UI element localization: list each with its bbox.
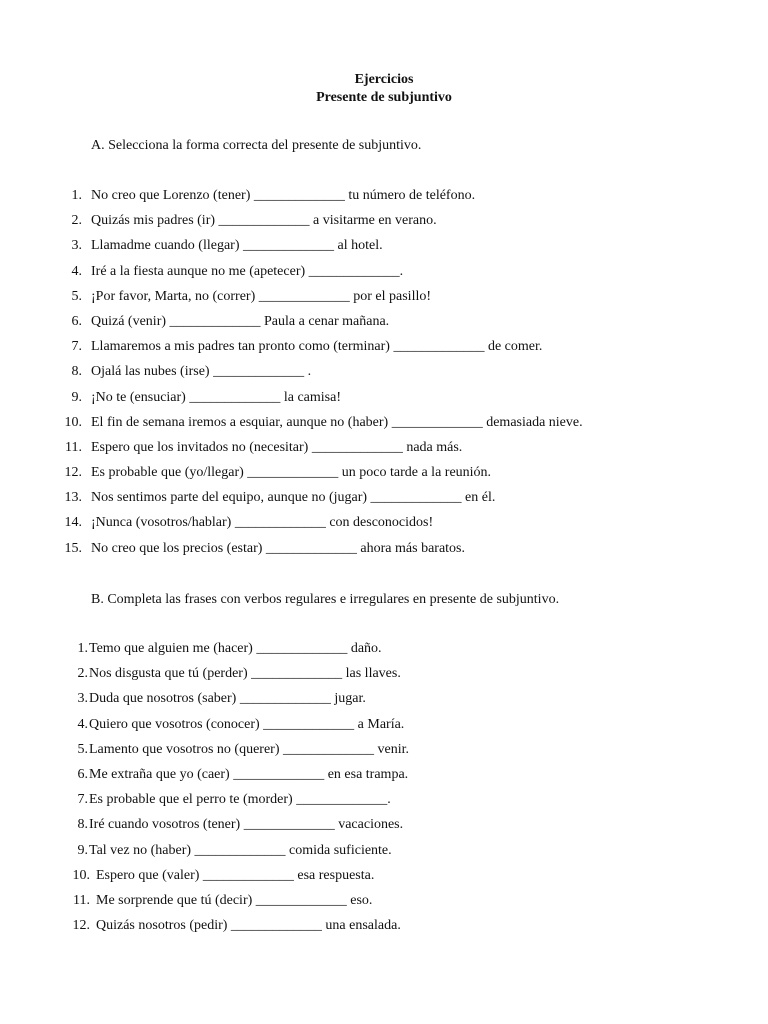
item-number: 4. [77,716,88,732]
item-number: 12. [64,465,82,481]
item-number: 9. [71,389,82,405]
item-text: Me sorprende que tú (decir) _____________ eso. [96,892,373,908]
item-text: El fin de semana iremos a esquiar, aunque no (haber) _____________ demasiada nieve. [91,414,583,430]
item-text: Iré a la fiesta aunque no me (apetecer) _____________. [91,263,404,279]
section-a-instruction: A. Selecciona la forma correcta del presente de subjuntivo. [91,138,422,153]
item-text: Me extraña que yo (caer) _____________ en esa trampa. [89,766,409,782]
item-number: 9. [77,842,88,858]
item-text: Quizá (venir) _____________ Paula a cenar mañana. [91,313,390,329]
item-text: Llamaremos a mis padres tan pronto como (terminar) _____________ de comer. [91,339,543,355]
item-text: Quiero que vosotros (conocer) _____________ a María. [89,716,405,732]
item-number: 4. [71,263,82,279]
item-number: 2. [77,666,88,682]
item-number: 5. [71,288,82,304]
item-number: 7. [77,792,88,808]
item-number: 5. [77,741,88,757]
title-block [0,71,768,107]
item-text: Iré cuando vosotros (tener) _____________ vacaciones. [89,817,404,833]
item-number: 1. [77,641,88,656]
item-text: No creo que los precios (estar) _____________ ahora más baratos. [91,540,466,556]
item-number: 8. [77,817,88,833]
item-number: 15. [64,540,82,556]
item-text: Lamento que vosotros no (querer) _____________ venir. [89,741,409,757]
item-text: Ojalá las nubes (irse) _____________ . [91,364,312,380]
item-text: ¡No te (ensuciar) _____________ la camisa! [91,389,341,405]
item-number: 1. [71,188,82,203]
item-number: 13. [64,490,82,506]
page-title: Ejercicios [354,72,414,87]
item-number: 11. [73,892,90,908]
item-number: 6. [77,766,88,782]
item-text: ¡Nunca (vosotros/hablar) _____________ con desconocidos! [91,515,434,531]
item-text: Temo que alguien me (hacer) _____________ daño. [89,641,382,656]
item-text: Espero que (valer) _____________ esa respuesta. [96,867,375,883]
item-number: 14. [64,515,82,531]
section-b-instruction: B. Completa las frases con verbos regulares e irregulares en presente de subjuntivo. [91,592,560,607]
item-text: Es probable que el perro te (morder) _____________. [89,792,391,808]
item-text: Quizás nosotros (pedir) _____________ una ensalada. [96,918,401,934]
item-text: Llamadme cuando (llegar) _____________ al hotel. [91,238,383,254]
item-text: Espero que los invitados no (necesitar) _____________ nada más. [91,439,463,455]
item-number: 10. [72,867,90,883]
item-text: Nos disgusta que tú (perder) _____________ las llaves. [89,666,401,682]
item-text: Quizás mis padres (ir) _____________ a visitarme en verano. [91,213,437,229]
page-subtitle: Presente de subjuntivo [316,90,452,105]
item-text: Es probable que (yo/llegar) _____________ un poco tarde a la reunión. [91,465,492,481]
item-text: ¡Por favor, Marta, no (correr) _____________ por el pasillo! [91,288,432,304]
item-number: 8. [71,364,82,380]
item-number: 3. [71,238,82,254]
item-number: 7. [71,339,82,355]
item-number: 10. [64,414,82,430]
item-number: 3. [77,691,88,707]
item-number: 6. [71,313,82,329]
item-number: 11. [65,439,82,455]
item-number: 2. [71,213,82,229]
item-number: 12. [72,918,90,934]
item-text: Nos sentimos parte del equipo, aunque no (jugar) _____________ en él. [91,490,496,506]
item-text: Tal vez no (haber) _____________ comida suficiente. [89,842,392,858]
item-text: No creo que Lorenzo (tener) _____________ tu número de teléfono. [91,188,476,203]
item-text: Duda que nosotros (saber) _____________ jugar. [89,691,366,707]
